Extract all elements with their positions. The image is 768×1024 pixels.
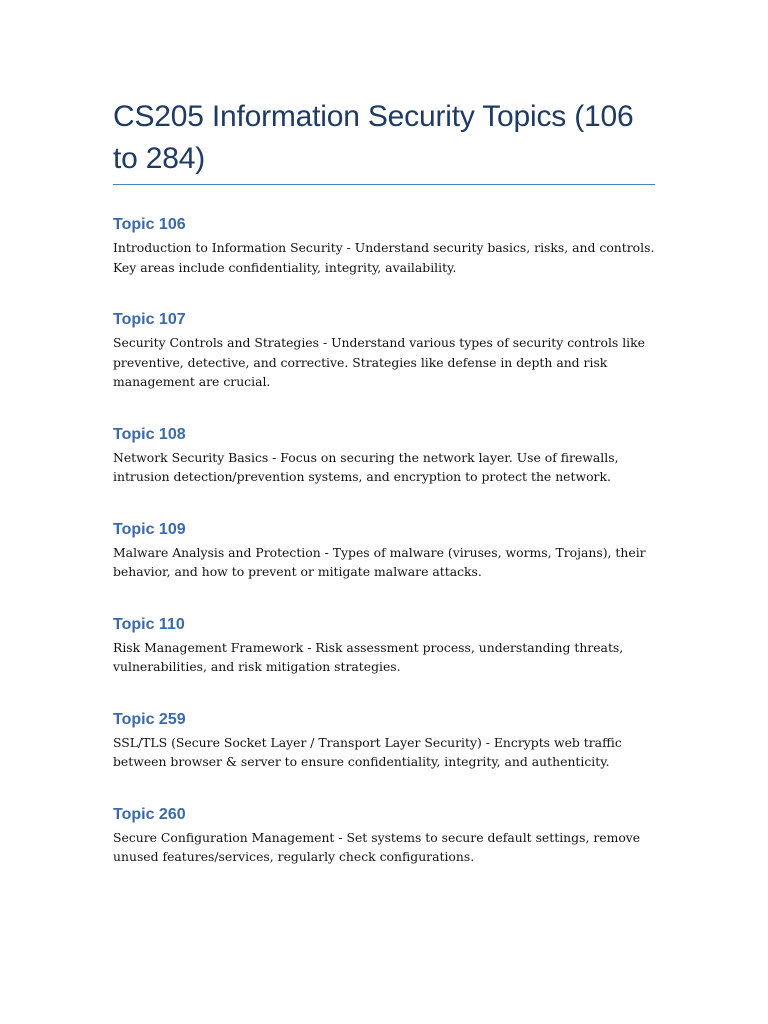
topic-heading: Topic 108 [113, 425, 186, 443]
topic-description: Malware Analysis and Protection - Types of malware (viruses, worms, Trojans), their behavior, and how to prevent or mitigate malware attacks. [113, 544, 646, 579]
topic-section [113, 710, 658, 772]
topic-description: Introduction to Information Security - Understand security basics, risks, and controls. Key areas include confidentiality, integrity, availability. [113, 240, 655, 275]
topic-list [113, 215, 658, 867]
topic-section [113, 215, 658, 277]
topic-description: Secure Configuration Management - Set systems to secure default settings, remove unused features/services, regularly check configurations. [113, 829, 641, 864]
topic-description: SSL/TLS (Secure Socket Layer / Transport Layer Security) - Encrypts web traffic between browser & server to ensure confidentiality, integrity, and authenticity. [113, 734, 622, 769]
topic-section [113, 425, 658, 487]
topic-section [113, 805, 658, 867]
topic-description: Risk Management Framework - Risk assessment process, understanding threats, vulnerabilities, and risk mitigation strategies. [113, 639, 624, 674]
topic-section [113, 310, 658, 392]
topic-heading: Topic 110 [113, 615, 185, 633]
document-title: CS205 Information Security Topics (106 to 284) [113, 100, 634, 175]
topic-section [113, 615, 658, 677]
document-page [113, 96, 658, 900]
topic-description: Network Security Basics - Focus on securing the network layer. Use of firewalls, intrusion detection/prevention systems, and encryption to protect the network. [113, 449, 619, 484]
title-underline [113, 184, 655, 185]
topic-section [113, 520, 658, 582]
topic-description: Security Controls and Strategies - Understand various types of security controls like preventive, detective, and corrective. Strategies like defense in depth and risk management are crucial. [113, 335, 645, 389]
topic-heading: Topic 259 [113, 710, 186, 728]
topic-heading: Topic 109 [113, 520, 186, 538]
topic-heading: Topic 107 [113, 311, 186, 328]
topic-heading: Topic 260 [113, 805, 186, 823]
topic-heading: Topic 106 [113, 216, 186, 233]
